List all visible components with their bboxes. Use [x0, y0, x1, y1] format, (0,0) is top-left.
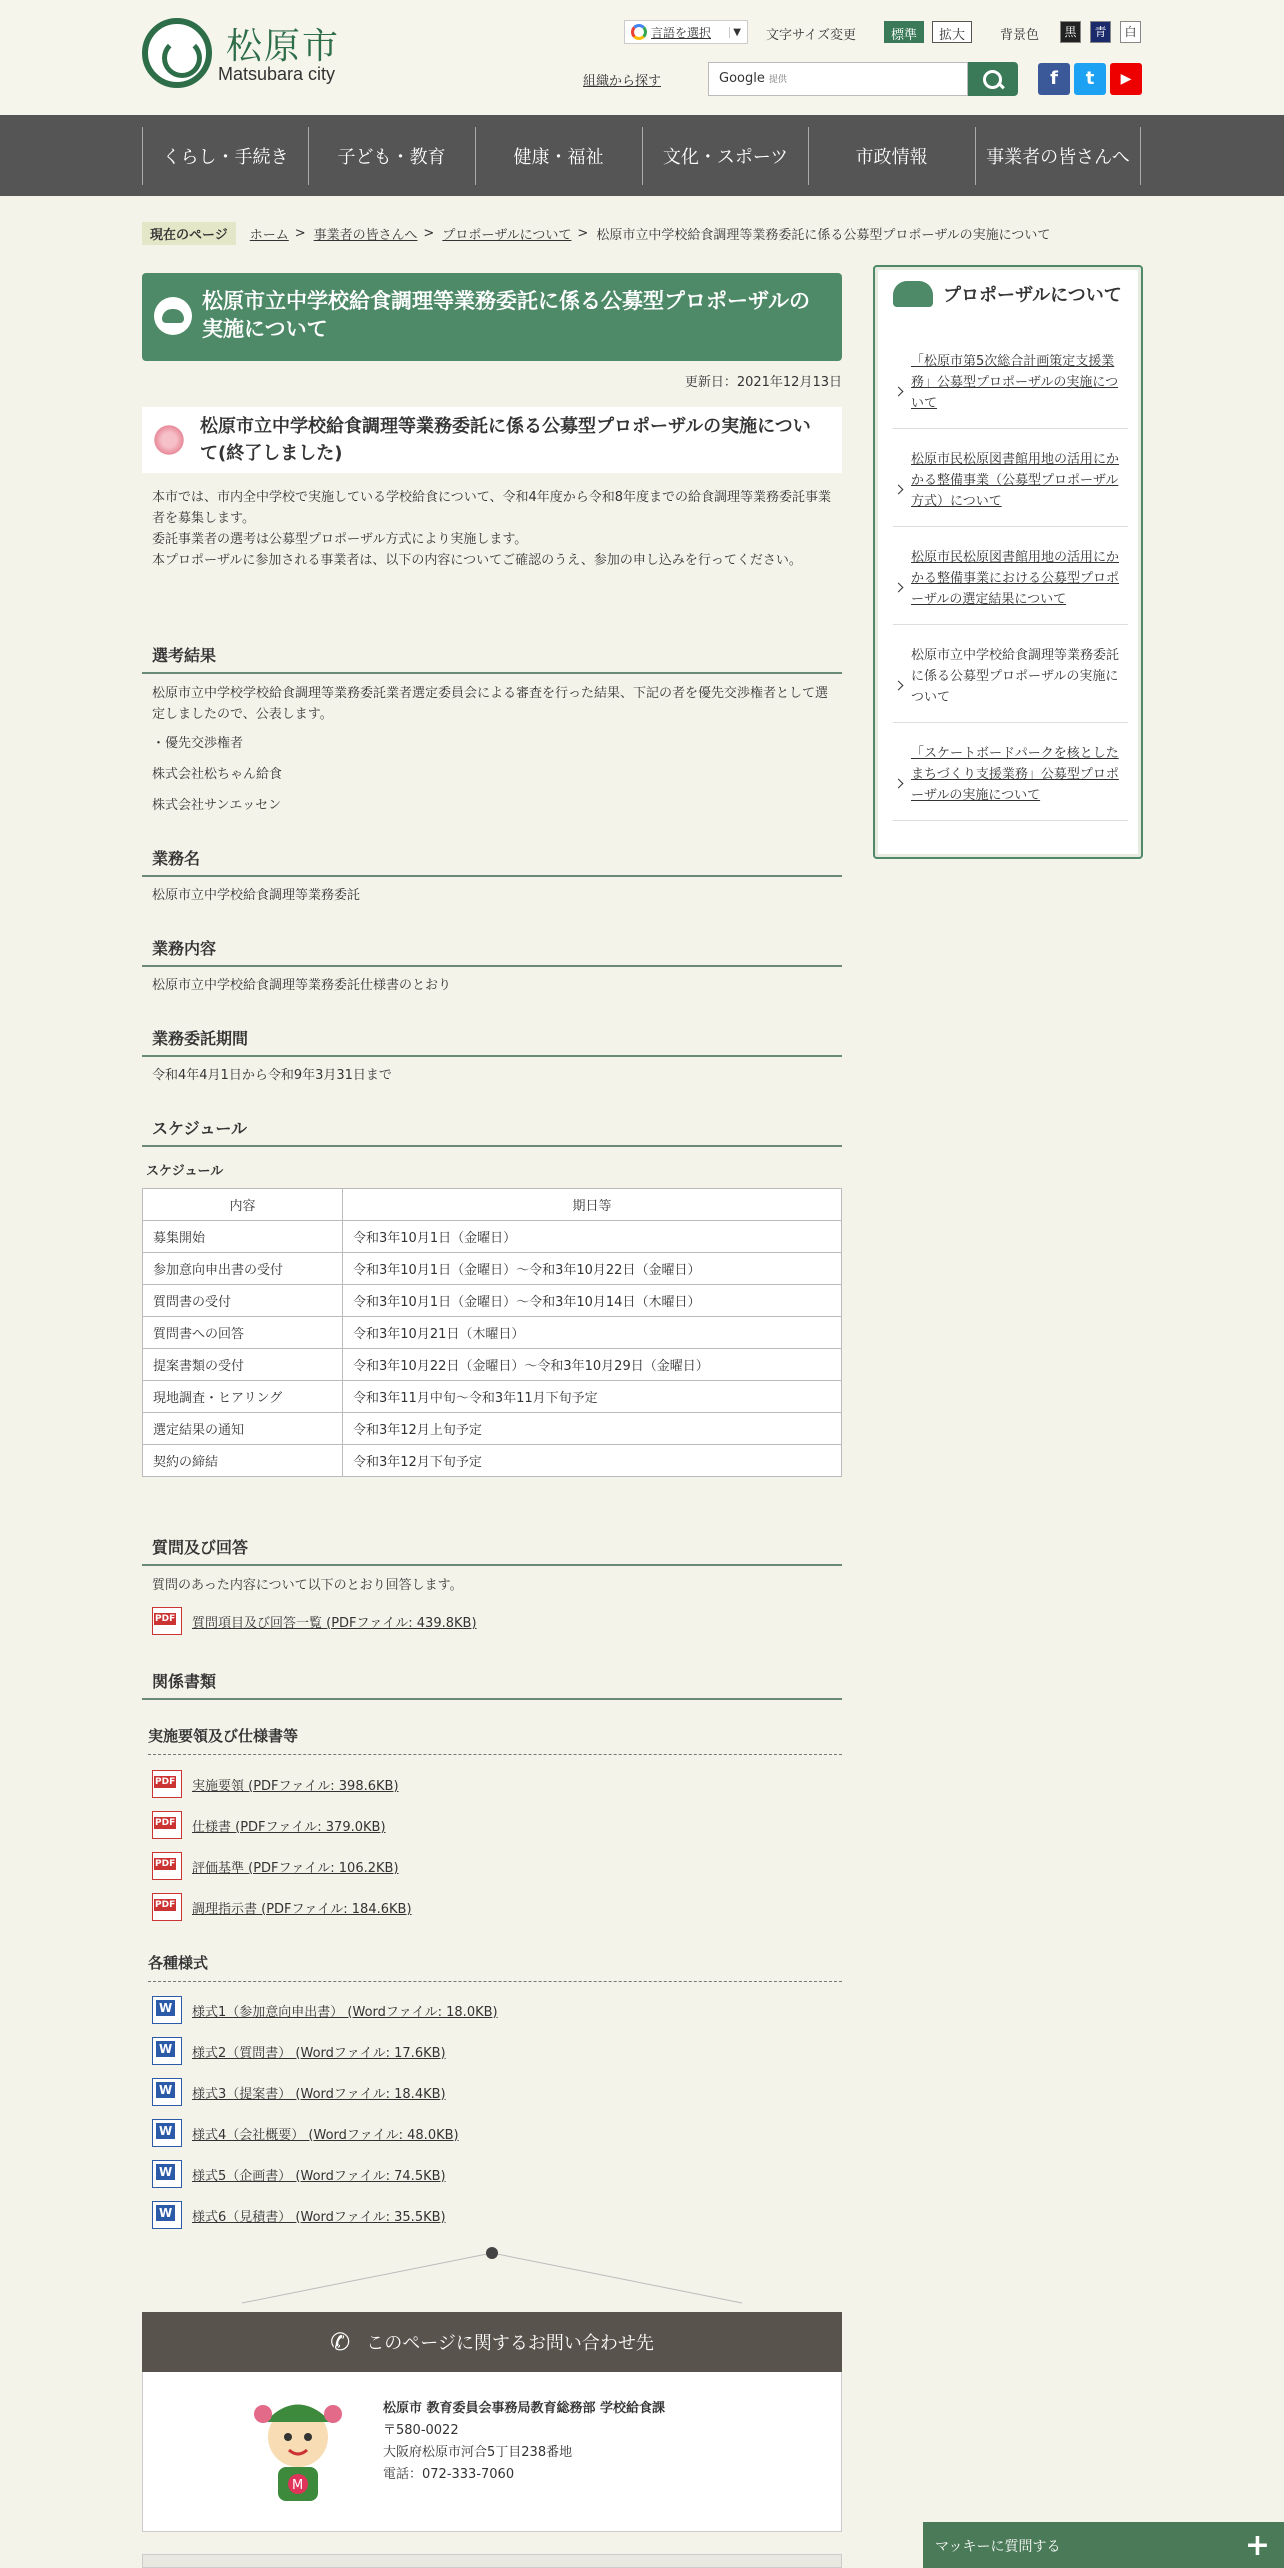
sidebar-link[interactable]: 「スケートボードパークを核としたまちづくり支援業務」公募型プロポーザルの実施について — [911, 746, 1119, 803]
pine-icon — [893, 281, 933, 307]
table-cell: 質問書の受付 — [143, 1285, 343, 1317]
section-heading: スケジュール — [142, 1116, 842, 1147]
table-row — [143, 1381, 842, 1413]
service-period: 令和4年4月1日から令和9年3月31日まで — [152, 1068, 392, 1083]
table-row — [143, 1317, 842, 1349]
breadcrumb-tag: 現在のページ — [142, 222, 236, 245]
chat-widget[interactable] — [923, 2522, 1284, 2568]
pdf-icon — [152, 1811, 182, 1839]
file-link-text[interactable]: 実施要領 (PDFファイル: 398.6KB) — [192, 1778, 399, 1794]
intro-text — [152, 487, 832, 571]
svg-text:M: M — [292, 2478, 304, 2493]
sidebar-item[interactable] — [893, 347, 1128, 429]
file-link[interactable] — [152, 2037, 446, 2065]
page-title: 松原市立中学校給食調理等業務委託に係る公募型プロポーザルの実施について — [202, 289, 810, 341]
word-icon — [152, 2078, 182, 2106]
table-cell: 参加意向申出書の受付 — [143, 1253, 343, 1285]
site-header — [0, 0, 1284, 115]
subtitle: 松原市立中学校給食調理等業務委託に係る公募型プロポーザルの実施について(終了しました) — [200, 416, 811, 464]
text-size-label: 文字サイズ変更 — [766, 28, 856, 43]
nav-item-life[interactable]: くらし・手続き — [142, 127, 308, 185]
table-caption: スケジュール — [146, 1164, 224, 1179]
table-cell: 契約の締結 — [143, 1445, 343, 1477]
pdf-icon — [152, 1852, 182, 1880]
sidebar-heading — [893, 281, 1122, 307]
contact-header — [142, 2312, 842, 2372]
sidebar-title: プロポーザルについて — [943, 285, 1122, 306]
word-icon — [152, 2201, 182, 2229]
file-link-text[interactable]: 様式6（見積書） (Wordファイル: 35.5KB) — [192, 2209, 446, 2225]
contact-body — [142, 2372, 842, 2532]
contact-phone: 電話：072-333-7060 — [383, 2467, 515, 2482]
size-standard-button[interactable]: 標準 — [884, 21, 924, 43]
section-heading: 業務委託期間 — [142, 1026, 842, 1057]
result-company: 株式会社松ちゃん給食 — [152, 767, 283, 782]
nav-item-health[interactable]: 健康・福祉 — [475, 127, 641, 185]
sidebar-link[interactable]: 「松原市第5次総合計画策定支援業務」公募型プロポーザルの実施について — [911, 354, 1119, 411]
breadcrumb-sep: > — [423, 226, 435, 241]
nav-item-business[interactable]: 事業者の皆さんへ — [975, 127, 1141, 185]
chevron-down-icon: ▼ — [729, 27, 741, 38]
table-cell: 提案書類の受付 — [143, 1349, 343, 1381]
sidebar-link[interactable]: 松原市民松原図書館用地の活用にかかる整備事業における公募型プロポーザルの選定結果について — [911, 550, 1120, 607]
intro-line: 本市では、市内全中学校で実施している学校給食について、令和4年度から令和8年度までの給食調理等業務委託事業者を募集します。 — [152, 490, 832, 526]
subtitle-box — [142, 407, 842, 473]
table-row — [143, 1413, 842, 1445]
chat-label: マッキーに質問する — [935, 2539, 1061, 2555]
file-link-text[interactable]: 様式1（参加意向申出書） (Wordファイル: 18.0KB) — [192, 2004, 498, 2020]
global-nav — [0, 115, 1284, 196]
result-company: 株式会社サンエッセン — [152, 798, 282, 813]
subsection-heading: 各種様式 — [148, 1952, 842, 1982]
contact-zip: 〒580-0022 — [383, 2423, 459, 2438]
nav-item-children[interactable]: 子ども・教育 — [308, 127, 474, 185]
table-cell: 質問書への回答 — [143, 1317, 343, 1349]
breadcrumb-home[interactable]: ホーム — [249, 228, 289, 243]
file-link-text[interactable]: 様式4（会社概要） (Wordファイル: 48.0KB) — [192, 2127, 459, 2143]
breadcrumb-sep: > — [294, 226, 306, 241]
facebook-icon[interactable]: f — [1038, 63, 1070, 95]
table-cell: 令和3年10月1日（金曜日） — [343, 1221, 842, 1253]
result-text: 松原市立中学校学校給食調理等業務委託業者選定委員会による審査を行った結果、下記の者を優先交渉権者として選定しましたので、公表します。 — [152, 686, 829, 722]
breadcrumb-current: 松原市立中学校給食調理等業務委託に係る公募型プロポーザルの実施について — [596, 228, 1051, 243]
mascot-image — [243, 2392, 353, 2512]
table-cell: 令和3年10月21日（木曜日） — [343, 1317, 842, 1349]
breadcrumb-proposal[interactable]: プロポーザルについて — [442, 228, 572, 243]
contact-title: このページに関するお問い合わせ先 — [366, 2333, 654, 2354]
table-row — [143, 1253, 842, 1285]
google-icon — [631, 24, 647, 40]
sidebar-link[interactable]: 松原市民松原図書館用地の活用にかかる整備事業（公募型プロポーザル方式）について — [911, 452, 1120, 509]
sidebar-item-current — [893, 641, 1128, 723]
logo-english[interactable]: Matsubara city — [218, 64, 336, 84]
page-title-box — [142, 273, 842, 361]
sidebar-current: 松原市立中学校給食調理等業務委託に係る公募型プロポーザルの実施について — [911, 648, 1120, 705]
table-cell: 現地調査・ヒアリング — [143, 1381, 343, 1413]
pdf-icon — [152, 1893, 182, 1921]
file-link[interactable] — [152, 2078, 446, 2106]
size-large-button[interactable]: 拡大 — [932, 21, 972, 43]
intro-line: 委託事業者の選考は公募型プロポーザル方式により実施します。 — [152, 532, 528, 547]
word-icon — [152, 2037, 182, 2065]
section-heading: 選考結果 — [142, 643, 842, 674]
nav-item-city[interactable]: 市政情報 — [808, 127, 974, 185]
table-cell: 令和3年10月1日（金曜日）～令和3年10月22日（金曜日） — [343, 1253, 842, 1285]
bg-black-button[interactable]: 黒 — [1060, 21, 1081, 43]
file-link[interactable] — [152, 1996, 498, 2024]
flower-icon — [152, 423, 186, 457]
file-link[interactable] — [152, 2160, 446, 2188]
subsection-heading: 実施要領及び仕様書等 — [148, 1725, 842, 1755]
sidebar — [873, 265, 1143, 859]
nav-item-culture[interactable]: 文化・スポーツ — [642, 127, 808, 185]
pine-icon — [154, 297, 192, 335]
search-input[interactable] — [708, 62, 968, 96]
word-icon — [152, 2160, 182, 2188]
search-brand: Google — [719, 71, 765, 86]
file-link[interactable] — [152, 1852, 399, 1880]
table-header: 内容 — [143, 1189, 343, 1221]
table-cell: 令和3年10月1日（金曜日）～令和3年10月14日（木曜日） — [343, 1285, 842, 1317]
table-cell: 令和3年12月上旬予定 — [343, 1413, 842, 1445]
contact-info — [383, 2398, 665, 2486]
file-link-text[interactable]: 様式2（質問書） (Wordファイル: 17.6KB) — [192, 2045, 446, 2061]
word-icon — [152, 2119, 182, 2147]
table-cell: 令和3年12月下旬予定 — [343, 1445, 842, 1477]
service-name: 松原市立中学校給食調理等業務委託 — [152, 888, 361, 903]
file-link[interactable] — [152, 1811, 386, 1839]
file-link[interactable] — [152, 2119, 459, 2147]
table-row — [143, 1221, 842, 1253]
youtube-icon[interactable]: ▶ — [1110, 63, 1142, 95]
table-header: 期日等 — [343, 1189, 842, 1221]
logo-text[interactable]: 松原市 — [226, 26, 341, 67]
file-link-text[interactable]: 様式3（提案書） (Wordファイル: 18.4KB) — [192, 2086, 446, 2102]
file-link[interactable] — [152, 1607, 477, 1635]
plus-icon[interactable]: + — [1244, 2528, 1270, 2563]
file-link-text[interactable]: 様式5（企画書） (Wordファイル: 74.5KB) — [192, 2168, 446, 2184]
breadcrumb — [142, 222, 1050, 245]
file-link-text[interactable]: 評価基準 (PDFファイル: 106.2KB) — [192, 1860, 399, 1876]
pdf-icon — [152, 1607, 182, 1635]
contact-address: 大阪府松原市河合5丁目238番地 — [383, 2445, 573, 2460]
file-link-text[interactable]: 仕様書 (PDFファイル: 379.0KB) — [192, 1819, 386, 1835]
table-cell: 令和3年11月中旬～令和3年11月下旬予定 — [343, 1381, 842, 1413]
breadcrumb-sep: > — [577, 226, 589, 241]
phone-icon: ✆ — [330, 2328, 351, 2356]
table-row — [143, 1445, 842, 1477]
section-heading: 業務名 — [142, 846, 842, 877]
qa-text: 質問のあった内容について以下のとおり回答します。 — [152, 1578, 463, 1593]
bg-blue-button[interactable]: 青 — [1090, 21, 1111, 43]
file-link[interactable] — [152, 1893, 412, 1921]
search-provided: 提供 — [768, 75, 787, 85]
footer-strip — [142, 2554, 842, 2568]
bg-white-button[interactable]: 白 — [1120, 21, 1141, 43]
search-button[interactable] — [968, 62, 1018, 96]
sidebar-item[interactable] — [893, 543, 1128, 625]
file-link[interactable] — [152, 1770, 399, 1798]
breadcrumb-business[interactable]: 事業者の皆さんへ — [313, 228, 418, 243]
contact-dept: 松原市 教育委員会事務局教育総務部 学校給食課 — [383, 2401, 666, 2416]
language-label: 言語を選択 — [651, 25, 712, 40]
file-link[interactable] — [152, 2201, 446, 2229]
twitter-icon[interactable]: t — [1074, 63, 1106, 95]
result-label: ・優先交渉権者 — [152, 736, 244, 751]
sidebar-item[interactable] — [893, 445, 1128, 527]
intro-line: 本プロポーザルに参加される事業者は、以下の内容についてご確認のうえ、参加の申し込みを行ってください。 — [152, 553, 802, 568]
section-heading: 質問及び回答 — [142, 1535, 842, 1566]
service-content: 松原市立中学校給食調理等業務委託仕様書のとおり — [152, 978, 452, 993]
table-cell: 募集開始 — [143, 1221, 343, 1253]
table-row — [143, 1349, 842, 1381]
decorative-lines — [142, 2245, 842, 2305]
language-select[interactable] — [624, 20, 748, 44]
section-heading: 関係書類 — [142, 1669, 842, 1700]
file-link-text[interactable]: 調理指示書 (PDFファイル: 184.6KB) — [192, 1901, 412, 1917]
file-link-text[interactable]: 質問項目及び回答一覧 (PDFファイル: 439.8KB) — [192, 1615, 477, 1631]
table-cell: 選定結果の通知 — [143, 1413, 343, 1445]
schedule-table — [142, 1188, 842, 1477]
sidebar-item[interactable] — [893, 739, 1128, 821]
background-color-label: 背景色 — [1000, 28, 1040, 43]
org-search-link[interactable]: 組織から探す — [583, 74, 662, 89]
updated-date: 更新日：2021年12月13日 — [684, 375, 842, 390]
table-row — [143, 1285, 842, 1317]
table-cell: 令和3年10月22日（金曜日）～令和3年10月29日（金曜日） — [343, 1349, 842, 1381]
section-heading: 業務内容 — [142, 936, 842, 967]
city-emblem-icon[interactable] — [142, 18, 212, 88]
word-icon — [152, 1996, 182, 2024]
pdf-icon — [152, 1770, 182, 1798]
